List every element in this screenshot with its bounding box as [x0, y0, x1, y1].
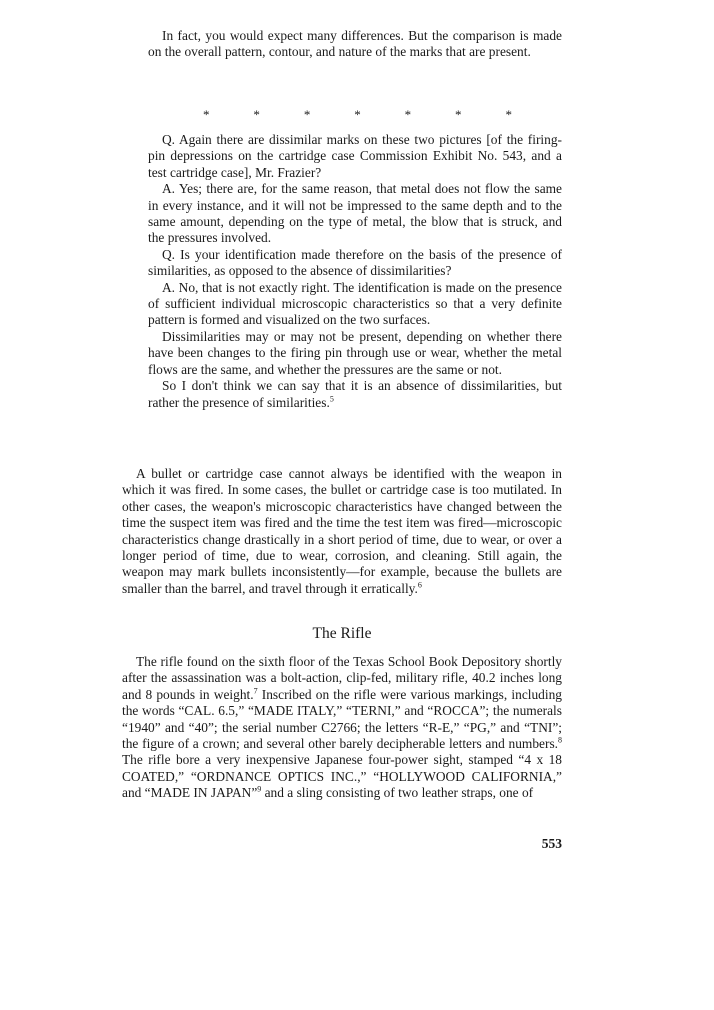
body-paragraph-rifle — [122, 654, 562, 802]
footnote-marker: 8 — [558, 735, 562, 745]
asterisk: * — [505, 107, 512, 122]
body-text: A bullet or cartridge case cannot always be identified with the weapon in which it was fired. In some cases, the bullet or cartridge case is too mutilated. In other cases, the weapon's microscopic characteristics have changed between the time the suspect item was fired and the time the test item was fired—microscopic characteristics change drastically in a short period of time, due to wear, or over a longer period of time, due to wear, corrosion, and cleaning. Still again, the weapon may mark bullets inconsistently—for example, because the bullets are smaller than the barrel, and travel through it erratically. — [122, 466, 562, 596]
asterisk: * — [253, 107, 260, 122]
body-text: and a sling consisting of two leather straps, one of — [261, 785, 534, 801]
body-text: The rifle bore a very inexpensive Japanese four-power sight, stamped “4 x 18 COATED,” “ORDNANCE OPTICS INC.,” “HOLLYWOOD CALIFORNIA,” and “MADE IN JAPAN” — [122, 752, 562, 801]
footnote-marker: 5 — [329, 394, 334, 404]
qa-paragraph: Q. Is your identification made therefore on the basis of the presence of similarities, as opposed to the absence of dissimilarities? — [148, 246, 562, 279]
asterisk: * — [203, 107, 210, 122]
qa-paragraph: Q. Again there are dissimilar marks on these two pictures [of the firing-pin depressions on the cartridge case Commission Exhibit No. 543, and a test cartridge case], Mr. Frazier? — [148, 132, 562, 180]
footnote-marker: 9 — [257, 784, 262, 794]
body-text: Inscribed on the rifle were various markings, including the words “CAL. 6.5,” “MADE ITALY,” “TERNI,” and “ROCCA”; the numerals “1940” and “40”; the serial number C2766; the letters “R-E,” “PG,” and “TNI”; the figure of a crown; and several other barely decipherable letters and numbers. — [122, 686, 562, 752]
testimony-qa — [148, 132, 562, 411]
qa-paragraph-last — [148, 378, 562, 411]
body-text: The rifle found on the sixth floor of the Texas School Book Depository shortly after the assassination was a bolt-action, clip-fed, military rifle, 40.2 inches long and 8 pounds in weight. — [122, 654, 562, 702]
page-number: 553 — [541, 836, 562, 851]
body-paragraph — [122, 466, 562, 597]
asterisk: * — [303, 107, 311, 122]
body-paragraph-identification-limits — [122, 466, 562, 597]
asterisk: * — [404, 107, 412, 122]
footnote-marker: 7 — [253, 686, 258, 696]
section-break-asterisks — [148, 107, 562, 123]
asterisk: * — [455, 107, 462, 122]
qa-paragraph: A. Yes; there are, for the same reason, that metal does not flow the same in every instance, and it will not be impressed to the same depth and to the same amount, depending on the type of metal, the blow that is struck, and the pressures involved. — [148, 181, 562, 246]
testimony-intro — [148, 28, 562, 61]
asterisk: * — [354, 107, 361, 122]
qa-paragraph: Dissimilarities may or may not be present, depending on whether there have been changes to the firing pin through use or wear, whether the metal flows are the same, and whether the pressures are the same or not. — [148, 328, 562, 377]
qa-text: So I don't think we can say that it is an absence of dissimilarities, but rather the presence of similarities. — [148, 378, 562, 410]
qa-paragraph: A. No, that is not exactly right. The identification is made on the presence of sufficient individual microscopic characteristics so that a very definite pattern is formed and visualized on the two surfaces. — [148, 279, 562, 328]
section-heading: The Rifle — [312, 625, 372, 642]
body-paragraph — [122, 654, 562, 802]
footnote-marker: 6 — [417, 580, 422, 590]
quote-paragraph: In fact, you would expect many differences. But the comparison is made on the overall pattern, contour, and nature of the marks that are present. — [148, 28, 562, 60]
